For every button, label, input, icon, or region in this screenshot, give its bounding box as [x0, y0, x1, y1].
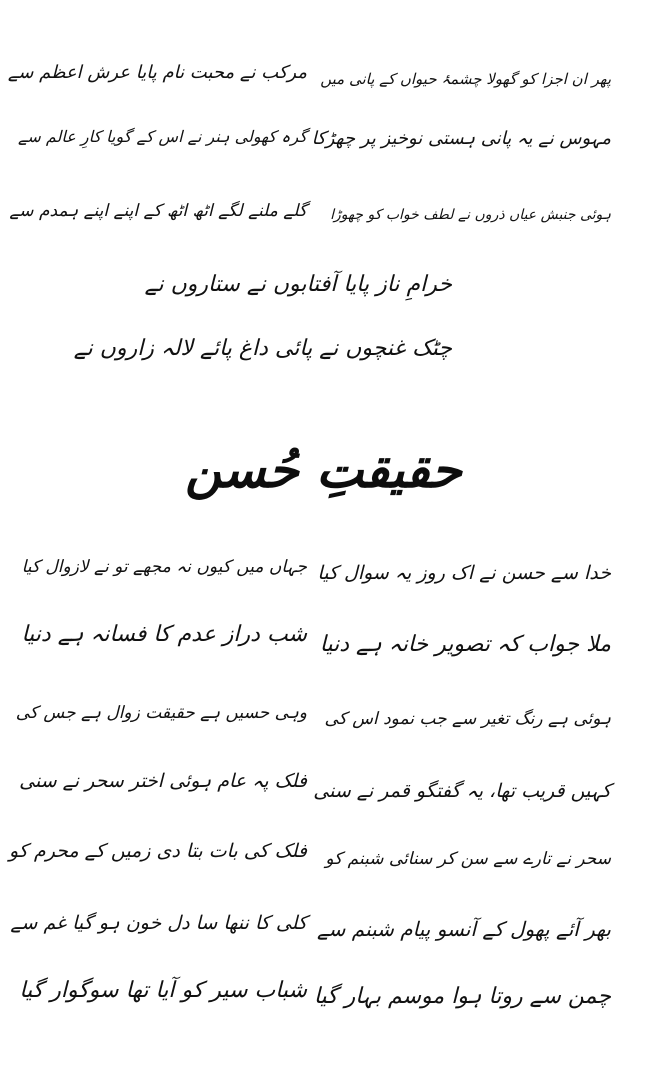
stanza2-line-3-left: وہی حسیں ہے حقیقت زوال ہے جس کی — [15, 703, 307, 723]
stanza1-line-2-right: مہوس نے یہ پانی ہستی نوخیز پر چھڑکا — [311, 128, 611, 149]
couplet-line-2: چٹک غنچوں نے پائی داغ پائے لالہ زاروں نے — [73, 336, 452, 361]
stanza1-line-2-left: گرہ کھولی ہنر نے اس کے گویا کارِ عالم سے — [17, 127, 307, 146]
stanza2-line-2-right: ملا جواب کہ تصویر خانہ ہے دنیا — [319, 632, 611, 657]
stanza2-line-5-left: فلک کی بات بتا دی زمیں کے محرم کو — [9, 840, 307, 862]
stanza1-line-1-left: مرکب نے محبت نام پایا عرش اعظم سے — [7, 62, 307, 83]
stanza2-line-1-left: جہاں میں کیوں نہ مجھے تو نے لازوال کیا — [21, 557, 307, 577]
stanza2-line-7-right: چمن سے روتا ہوا موسم بہار گیا — [313, 984, 611, 1009]
stanza1-line-1-right: پھر ان اجزا کو گھولا چشمۂ حیواں کے پانی میں — [320, 70, 611, 88]
stanza2-line-1-right: خدا سے حسن نے اک روز یہ سوال کیا — [317, 562, 611, 584]
poem-title: حقیقتِ حُسن — [185, 440, 462, 499]
stanza2-line-5-right: سحر نے تارے سے سن کر سنائی شبنم کو — [325, 849, 611, 869]
stanza2-line-6-right: بھر آئے پھول کے آنسو پیام شبنم سے — [316, 917, 611, 941]
couplet-line-1: خرامِ ناز پایا آفتابوں نے ستاروں نے — [144, 272, 452, 297]
stanza2-line-6-left: کلی کا ننھا سا دل خون ہو گیا غم سے — [10, 912, 307, 934]
stanza2-line-4-left: فلک پہ عام ہوئی اختر سحر نے سنی — [19, 770, 307, 792]
stanza2-line-2-left: شب دراز عدم کا فسانہ ہے دنیا — [21, 622, 307, 647]
stanza2-line-7-left: شباب سیر کو آیا تھا سوگوار گیا — [19, 978, 307, 1003]
stanza1-line-3-right: ہوئی جنبش عیاں ذروں نے لطف خواب کو چھوڑا — [330, 207, 611, 223]
stanza2-line-4-right: کہیں قریب تھا، یہ گفتگو قمر نے سنی — [313, 780, 611, 802]
stanza2-line-3-right: ہوئی ہے رنگ تغیر سے جب نمود اس کی — [324, 709, 611, 729]
stanza1-line-3-left: گلے ملنے لگے اٹھ اٹھ کے اپنے اپنے ہمدم سے — [9, 201, 307, 221]
